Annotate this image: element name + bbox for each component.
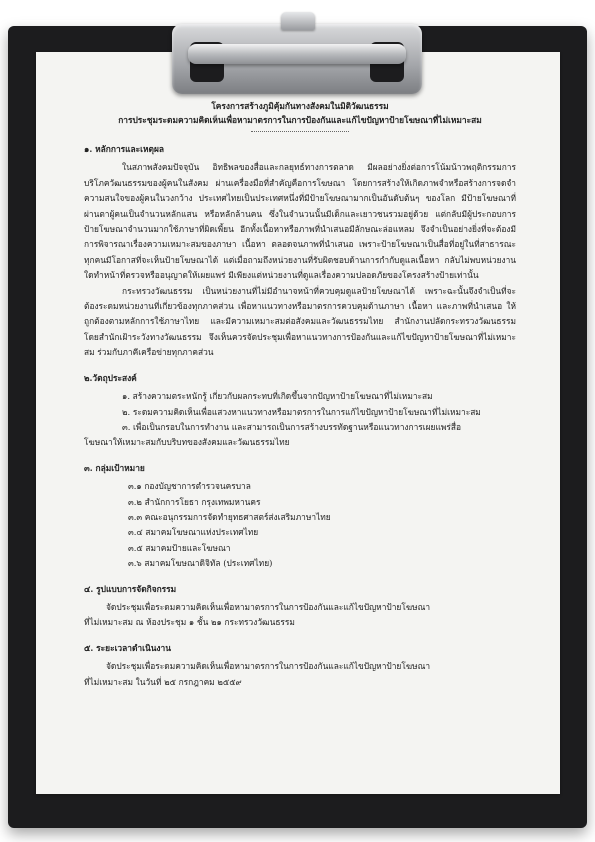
rationale-paragraph-2: กระทรวงวัฒนธรรม เป็นหน่วยงานที่ไม่มีอำนาจหน้าที่ควบคุมดูแลป้ายโฆษณาได้ เพราะฉะนั้นจึงจำเป็นที่จะต้องระดมหน่วยงานที่เกี่ยวข้องทุกภาคส่วน เพื่อหาแนวทางหรือมาตรการควบคุมด้านภาษา เนื้อหา และภาพที่นำเสนอ ให้ถูกต้องตามหลักการใช้ภาษาไทย และมีความเหมาะสมต่อสังคมและวัฒนธรรมไทย สำนักงานปลัดกระทรวงวัฒนธรรม โดยสำนักเฝ้าระวังทางวัฒนธรรม จึงเห็นควรจัดประชุมเพื่อหาแนวทางการป้องกันและแก้ไขปัญหาป้ายโฆษณาที่ไม่เหมาะสม ร่วมกับภาคีเครือข่ายทุกภาคส่วน: [84, 285, 516, 358]
target-group-item: ๓.๔ สมาคมโฆษณาแห่งประเทศไทย: [128, 527, 259, 538]
target-group-item: ๓.๓ คณะอนุกรรมการจัดทำยุทธศาสตร์ส่งเสริมภาษาไทย: [128, 511, 331, 522]
duration-text: จัดประชุมเพื่อระดมความคิดเห็นเพื่อหามาตรการในการป้องกันและแก้ไขปัญหาป้ายโฆษณา: [106, 661, 431, 672]
objective-item: ๒. ระดมความคิดเห็นเพื่อแสวงหาแนวทางหรือมาตรการในการแก้ไขปัญหาป้ายโฆษณาที่ไม่เหมาะสม: [122, 406, 481, 417]
target-group-item: ๓.๕ สมาคมป้ายและโฆษณา: [128, 542, 231, 553]
objective-item-continuation: โฆษณาให้เหมาะสมกับบริบทของสังคมและวัฒนธรรมไทย: [84, 437, 290, 448]
activity-format-text: จัดประชุมเพื่อระดมความคิดเห็นเพื่อหามาตรการในการป้องกันและแก้ไขปัญหาป้ายโฆษณา: [106, 601, 431, 612]
clip-bar: [188, 44, 406, 64]
clip-knob: [281, 12, 315, 30]
doc-title-line2: การประชุมระดมความคิดเห็นเพื่อหามาตรการในการป้องกันและแก้ไขปัญหาป้ายโฆษณาที่ไม่เหมาะสม: [118, 115, 482, 125]
section-heading-activity-format: ๔. รูปแบบการจัดกิจกรรม: [84, 583, 177, 594]
section-heading-objectives: ๒.วัตถุประสงค์: [84, 372, 137, 383]
target-group-item: ๓.๒ สำนักการโยธา กรุงเทพมหานคร: [128, 496, 261, 507]
activity-format-continuation: ที่ไม่เหมาะสม ณ ห้องประชุม ๑ ชั้น ๒๑ กระทรวงวัฒนธรรม: [84, 617, 295, 628]
title-separator: [251, 131, 349, 132]
target-group-item: ๓.๑ กองบัญชาการตำรวจนครบาล: [128, 481, 251, 492]
rationale-paragraph-1: ในสภาพสังคมปัจจุบัน อิทธิพลของสื่อและกลยุทธ์ทางการตลาด มีผลอย่างยิ่งต่อการโน้มน้าวพฤติกรรมการบริโภควัฒนธรรมของผู้คนในสังคม ผ่านเครื่องมือที่สำคัญคือการโฆษณา โดยการสร้างให้เกิดภาพจำหรือสร้างการจดจำความสนใจของผู้คนในวงกว้าง ประเทศไทยเป็นประเทศหนึ่งที่มีป้ายโฆษณามากเป็นอันดับต้นๆ ของโลก มีป้ายโฆษณาที่ผ่านตาผู้คนเป็นจำนวนหลักแสน หรือหลักล้านคน ซึ่งในจำนวนนั้นมีเด็กและเยาวชนรวมอยู่ด้วย แต่กลับมีผู้ประกอบการป้ายโฆษณาจำนวนมากใช้ภาษาที่ผิดเพี้ยน อีกทั้งเนื้อหาหรือภาพที่นำเสนอมีลักษณะล่อแหลม จึงจำเป็นอย่างยิ่งที่จะต้องมีการพิจารณาเรื่องความเหมาะสมของภาษา เนื้อหา ตลอดจนภาพที่นำเสนอ เพราะป้ายโฆษณาเป็นสื่อที่อยู่ในที่สาธารณะ ทุกคนมีโอกาสที่จะเห็นป้ายโฆษณาได้ แต่เมื่อถามถึงหน่วยงานที่รับผิดชอบด้านการกำกับดูแลเนื้อหา กลับไม่พบหน่วยงานใดทำหน้าที่ตรวจหรืออนุญาตให้เผยแพร่ มีเพียงแต่หน่วยงานที่ดูแลเรื่องความปลอดภัยของโครงสร้างป้ายเท่านั้น: [84, 162, 516, 281]
section-heading-target-groups: ๓. กลุ่มเป้าหมาย: [84, 462, 145, 473]
objective-item: ๓. เพื่อเป็นกรอบในการทำงาน และสามารถเป็นการสร้างบรรทัดฐานหรือแนวทางการเผยแพร่สื่อ: [122, 421, 461, 432]
doc-title-line1: โครงการสร้างภูมิคุ้มกันทางสังคมในมิติวัฒนธรรม: [211, 101, 389, 111]
section-heading-duration: ๕. ระยะเวลาดำเนินงาน: [84, 642, 171, 653]
duration-continuation: ที่ไม่เหมาะสม ในวันที่ ๒๕ กรกฎาคม ๒๕๕๙: [84, 676, 242, 687]
section-heading-rationale: ๑. หลักการและเหตุผล: [84, 144, 165, 154]
target-group-item: ๓.๖ สมาคมโฆษณาดิจิทัล (ประเทศไทย): [128, 558, 273, 569]
objective-item: ๑. สร้างความตระหนักรู้ เกี่ยวกับผลกระทบที่เกิดขึ้นจากปัญหาป้ายโฆษณาที่ไม่เหมาะสม: [122, 391, 433, 402]
document: [84, 99, 516, 687]
